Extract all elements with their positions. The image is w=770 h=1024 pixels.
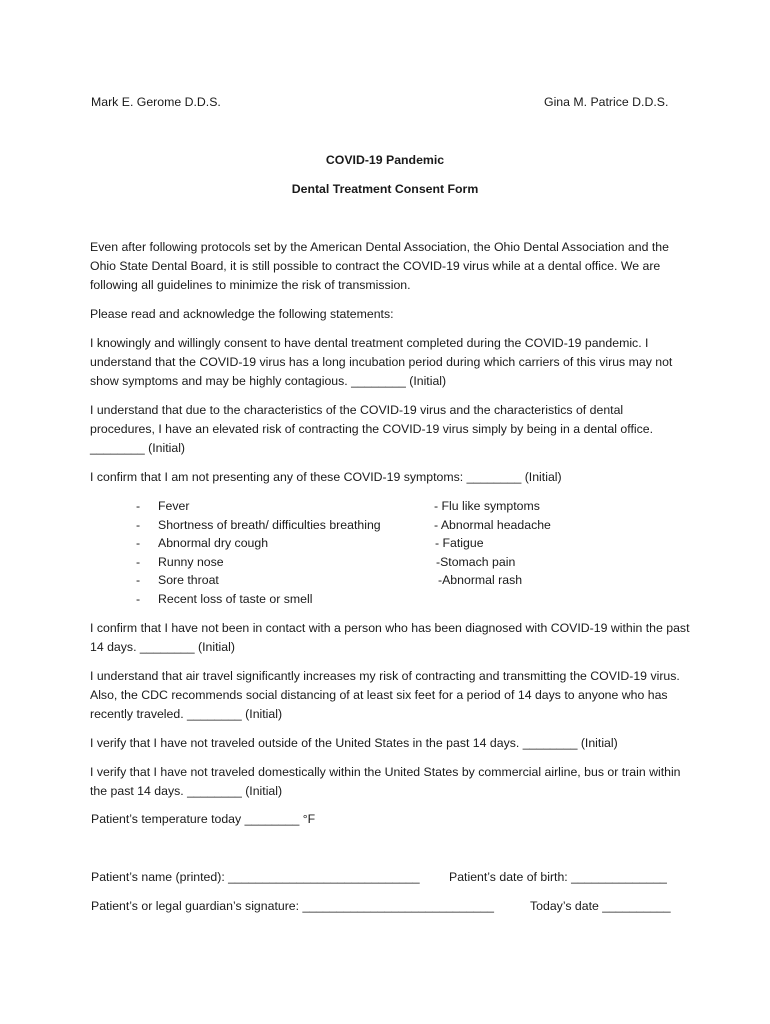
statement-consent: I knowingly and willingly consent to have dental treatment completed during the COVID-19 pandemic. I understand that the COVID-19 virus has a long incubation period during which carriers of this virus may not show symptoms and may be highly contagious. ________ (Initial) — [90, 336, 673, 388]
form-title: COVID-19 Pandemic — [325, 153, 445, 167]
statement-contact: I confirm that I have not been in contact with a person who has been diagnosed with COVID-19 within the past 14 days. ________ (Initial) — [90, 621, 690, 654]
statement-air-travel: I understand that air travel significantly increases my risk of contracting and transmitting the COVID-19 virus. Also, the CDC recommends social distancing of at least six feet for a period of 14 days to anyone who has recently traveled. ________ (Initial) — [90, 669, 680, 721]
list-item: - Runny nose — [136, 554, 224, 569]
list-item: -Abnormal rash — [438, 573, 523, 588]
list-item: - Recent loss of taste or smell — [136, 591, 313, 606]
doctor-name-left: Mark E. Gerome D.D.S. — [91, 95, 221, 109]
signature-field[interactable]: Patient’s or legal guardian’s signature: ____________________________ — [91, 899, 494, 913]
symptoms-list-right — [434, 497, 551, 590]
patient-name-field[interactable]: Patient’s name (printed): ____________________________ — [91, 870, 420, 884]
statement-elevated-risk: I understand that due to the characteristics of the COVID-19 virus and the characteristics of dental procedures, I have an elevated risk of contracting the COVID-19 virus simply by being in a dental office. ________ (Initial) — [90, 403, 653, 455]
statement-symptoms: I confirm that I am not presenting any of these COVID-19 symptoms: ________ (Initial) — [90, 470, 562, 484]
list-item: - Fever — [136, 499, 190, 513]
doctor-name-right: Gina M. Patrice D.D.S. — [544, 95, 669, 109]
symptoms-list-left — [136, 497, 381, 609]
date-of-birth-field[interactable]: Patient’s date of birth: ______________ — [449, 870, 667, 884]
list-item: - Flu like symptoms — [434, 499, 540, 513]
intro-paragraph: Even after following protocols set by the American Dental Association, the Ohio Dental Association and the Ohio State Dental Board, it is still possible to contract the COVID-19 virus while at a dental office. We are following all guidelines to minimize the risk of transmission. — [90, 240, 669, 292]
statement-domestic-travel: I verify that I have not traveled domestically within the United States by commercial airline, bus or train within the past 14 days. ________ (Initial) — [90, 765, 681, 798]
form-subtitle: Dental Treatment Consent Form — [291, 182, 479, 196]
list-item: - Fatigue — [435, 536, 484, 551]
list-item: - Abnormal headache — [434, 517, 551, 532]
list-item: - Abnormal dry cough — [136, 536, 269, 551]
instructions: Please read and acknowledge the following statements: — [90, 307, 394, 321]
list-item: -Stomach pain — [436, 554, 516, 569]
list-item: - Sore throat — [136, 573, 219, 588]
today-date-field[interactable]: Today’s date __________ — [530, 899, 671, 913]
temperature-field[interactable]: Patient’s temperature today ________ °F — [91, 812, 316, 826]
statement-international-travel: I verify that I have not traveled outside of the United States in the past 14 days. ________ (Initial) — [90, 736, 618, 750]
list-item: - Shortness of breath/ difficulties breathing — [136, 517, 381, 532]
